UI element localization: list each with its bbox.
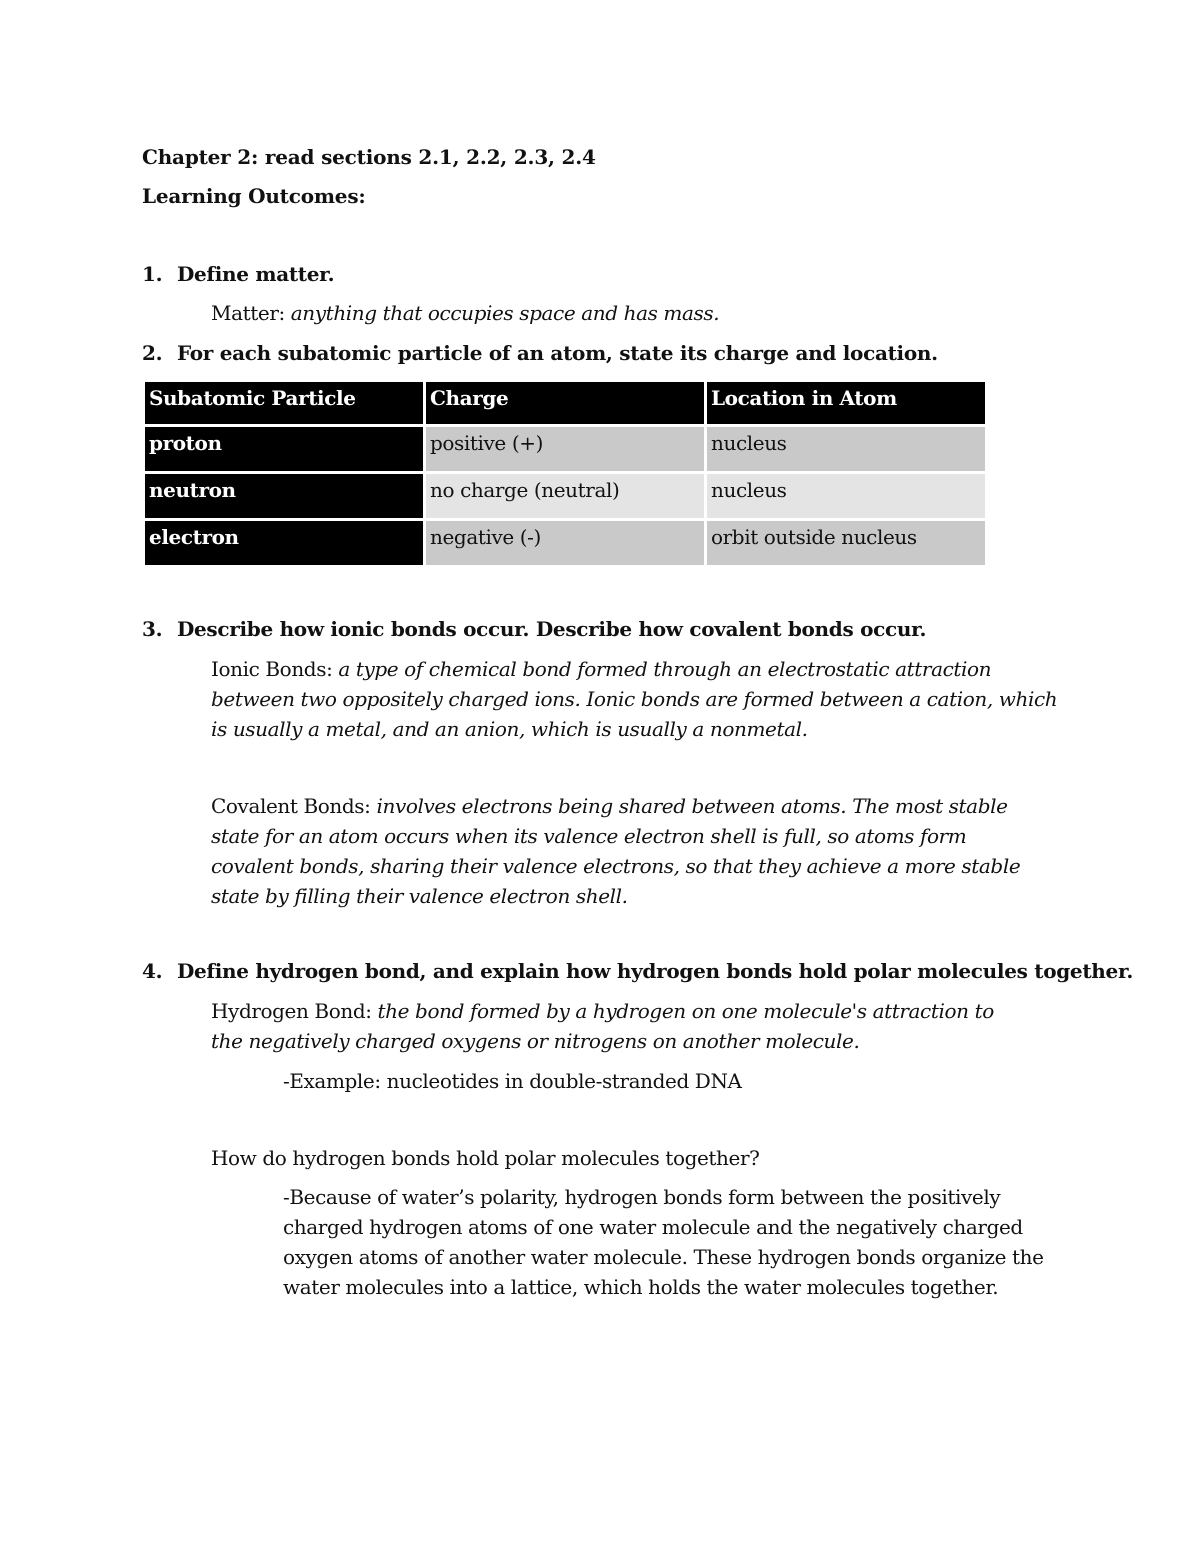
question-4 (142, 959, 1133, 983)
column-header: Charge (426, 382, 704, 424)
term-label: Covalent Bonds: (211, 794, 377, 818)
subatomic-particle-table (142, 379, 988, 568)
column-header: Location in Atom (707, 382, 985, 424)
matter-definition (211, 298, 719, 328)
question-number: 2. (142, 341, 163, 365)
particle-cell: neutron (145, 474, 423, 518)
question-text: Define hydrogen bond, and explain how hydrogen bonds hold polar molecules together. (176, 959, 1134, 983)
question-1 (142, 262, 334, 286)
column-header: Subatomic Particle (145, 382, 423, 424)
question-number: 4. (142, 959, 163, 983)
charge-cell: positive (+) (426, 427, 704, 471)
table-row (145, 427, 985, 471)
chapter-heading: Chapter 2: read sections 2.1, 2.2, 2.3, 2.4 (142, 145, 596, 169)
location-cell: nucleus (707, 427, 985, 471)
question-text: For each subatomic particle of an atom, state its charge and location. (176, 341, 938, 365)
term-label: Matter: (211, 301, 291, 325)
term-label: Hydrogen Bond: (211, 999, 378, 1023)
learning-outcomes-heading: Learning Outcomes: (142, 184, 366, 208)
charge-cell: negative (-) (426, 521, 704, 565)
definition-text: a type of chemical bond formed through an electrostatic attraction between two oppositely charged ions. Ionic bonds are formed between a cation, which is usually a metal, and an anion, which is usually a nonmetal. (211, 657, 1058, 741)
question-3 (142, 617, 926, 641)
table-header-row (145, 382, 985, 424)
question-2 (142, 341, 938, 365)
sub-question: How do hydrogen bonds hold polar molecules together? (211, 1146, 760, 1170)
question-text: Define matter. (176, 262, 335, 286)
location-cell: orbit outside nucleus (707, 521, 985, 565)
hydrogen-bond-answer: -Because of water’s polarity, hydrogen bonds form between the positively charged hydrogen atoms of one water molecule and the negatively charged oxygen atoms of another water molecule. These hydrogen bonds organize the water molecules into a lattice, which holds the water molecules together. (283, 1185, 1044, 1299)
particle-cell: proton (145, 427, 423, 471)
question-number: 3. (142, 617, 163, 641)
question-number: 1. (142, 262, 163, 286)
definition-text: involves electrons being shared between atoms. The most stable state for an atom occurs when its valence electron shell is full, so atoms form covalent bonds, sharing their valence electrons, so that they achieve a more stable state by filling their valence electron shell. (211, 794, 1021, 908)
particle-cell: electron (145, 521, 423, 565)
ionic-bonds-definition (211, 654, 1061, 744)
term-label: Ionic Bonds: (211, 657, 339, 681)
charge-cell: no charge (neutral) (426, 474, 704, 518)
table-row (145, 521, 985, 565)
definition-text: anything that occupies space and has mass. (290, 301, 720, 325)
definition-text: the bond formed by a hydrogen on one molecule's attraction to the negatively charged oxygens or nitrogens on another molecule. (211, 999, 994, 1053)
table-row (145, 474, 985, 518)
question-text: Describe how ionic bonds occur. Describe how covalent bonds occur. (176, 617, 927, 641)
location-cell: nucleus (707, 474, 985, 518)
example-line: -Example: nucleotides in double-stranded DNA (283, 1069, 742, 1093)
covalent-bonds-definition (211, 791, 1046, 911)
hydrogen-bond-definition (211, 996, 1031, 1056)
